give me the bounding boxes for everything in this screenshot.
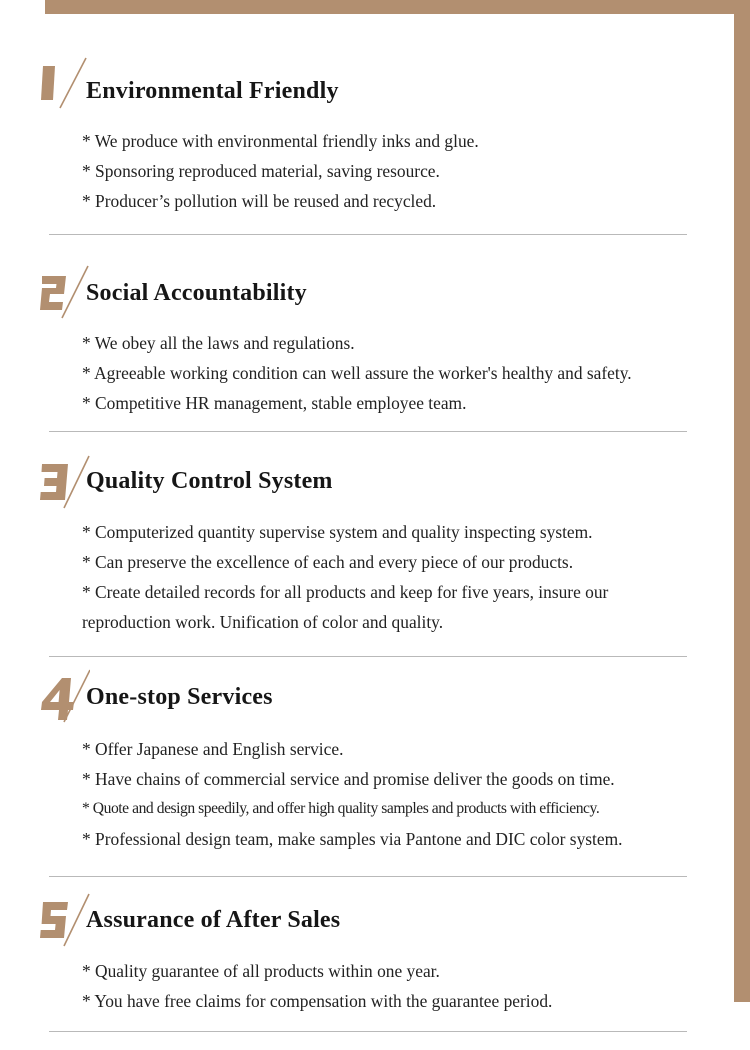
list-item: * Can preserve the excellence of each and every piece of our products. bbox=[82, 552, 574, 572]
section-divider bbox=[49, 656, 687, 657]
right-accent-bar bbox=[734, 0, 750, 1002]
number-3-icon bbox=[40, 454, 90, 512]
number-4-icon bbox=[40, 668, 90, 726]
section-title: Assurance of After Sales bbox=[86, 907, 341, 933]
list-item: * We produce with environmental friendly inks and glue. bbox=[82, 131, 479, 151]
section-divider bbox=[49, 234, 687, 235]
section-item-list bbox=[82, 328, 712, 418]
section-title: One-stop Services bbox=[86, 684, 273, 710]
list-item: * Create detailed records for all products and keep for five years, insure our reproduction work. Unification of color and quality. bbox=[82, 582, 609, 632]
section-item-list bbox=[82, 734, 712, 854]
top-accent-bar bbox=[45, 0, 750, 14]
section-title: Environmental Friendly bbox=[86, 78, 339, 104]
number-2-icon bbox=[40, 264, 90, 322]
list-item: * We obey all the laws and regulations. bbox=[82, 333, 355, 353]
number-1-icon bbox=[40, 56, 90, 114]
list-item: * Professional design team, make samples via Pantone and DIC color system. bbox=[82, 829, 623, 849]
section-divider bbox=[49, 1031, 687, 1032]
section-item-list bbox=[82, 126, 712, 216]
section-title: Social Accountability bbox=[86, 280, 307, 306]
number-5-icon bbox=[40, 892, 90, 950]
section-divider bbox=[49, 431, 687, 432]
section-item-list bbox=[82, 517, 712, 637]
list-item: * Competitive HR management, stable employee team. bbox=[82, 393, 467, 413]
section-title: Quality Control System bbox=[86, 468, 333, 494]
section-item-list bbox=[82, 956, 712, 1016]
list-item: * Agreeable working condition can well assure the worker's healthy and safety. bbox=[82, 363, 632, 383]
list-item: * Offer Japanese and English service. bbox=[82, 739, 344, 759]
list-item: * Quote and design speedily, and offer high quality samples and products with efficiency. bbox=[82, 800, 600, 817]
list-item: * Computerized quantity supervise system and quality inspecting system. bbox=[82, 522, 593, 542]
list-item: * Producer’s pollution will be reused and recycled. bbox=[82, 191, 437, 211]
list-item: * Quality guarantee of all products within one year. bbox=[82, 961, 440, 981]
list-item: * Sponsoring reproduced material, saving resource. bbox=[82, 161, 440, 181]
list-item: * Have chains of commercial service and promise deliver the goods on time. bbox=[82, 769, 615, 789]
list-item: * You have free claims for compensation with the guarantee period. bbox=[82, 991, 553, 1011]
section-divider bbox=[49, 876, 687, 877]
